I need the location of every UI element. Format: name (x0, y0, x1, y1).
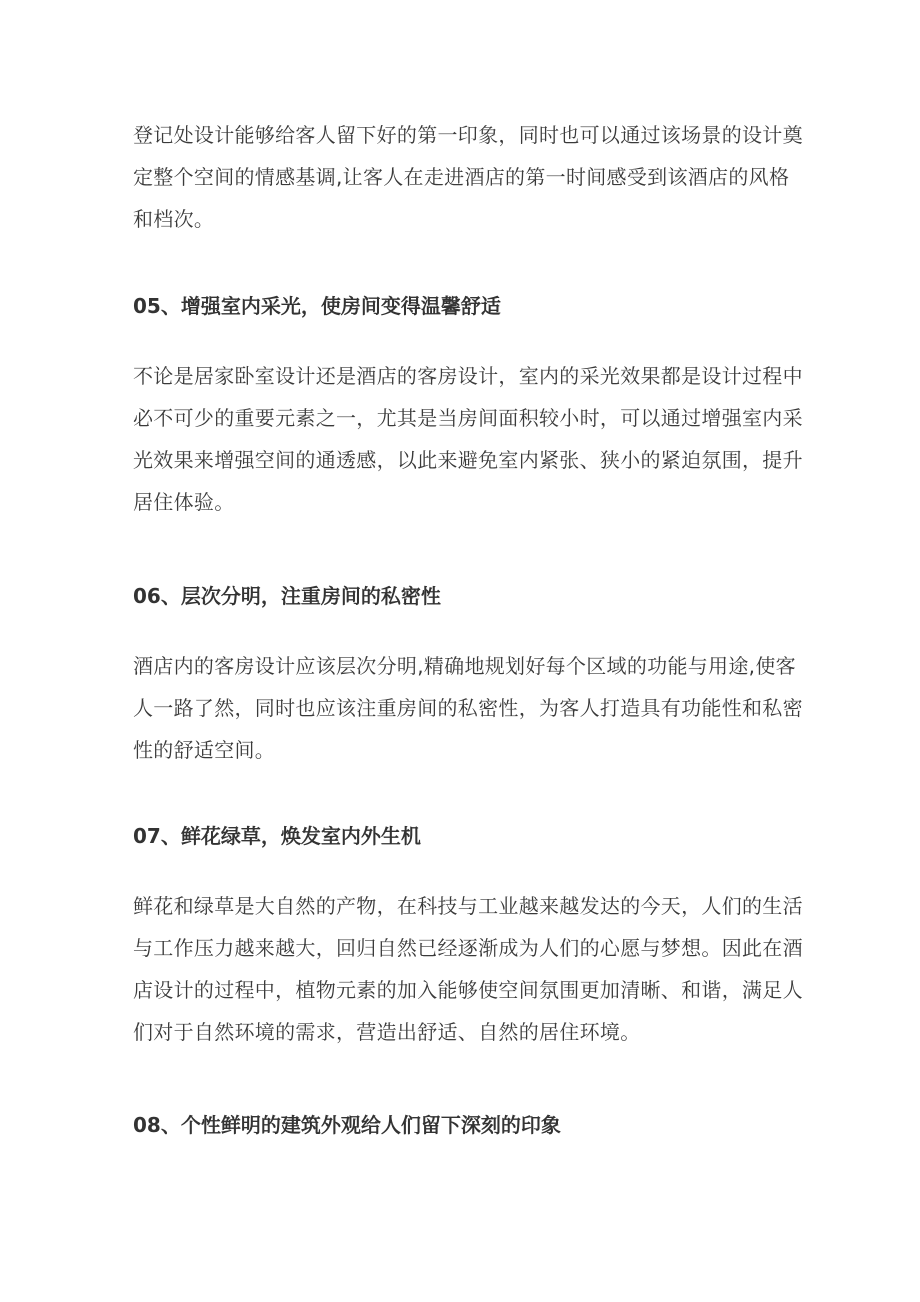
paragraph-line: 必不可少的重要元素之一，尤其是当房间面积较小时，可以通过增强室内采 (133, 406, 803, 430)
paragraph-line: 性的舒适空间。 (133, 738, 276, 762)
section-heading-05: 05、增强室内采光，使房间变得温馨舒适 (133, 294, 501, 318)
paragraph-line: 酒店内的客房设计应该层次分明,精确地规划好每个区域的功能与用途,使客 (133, 654, 796, 678)
paragraph-line: 们对于自然环境的需求，营造出舒适、自然的居住环境。 (133, 1020, 641, 1044)
paragraph-line: 人一路了然，同时也应该注重房间的私密性，为客人打造具有功能性和私密 (133, 696, 803, 720)
section-07-paragraph (133, 885, 803, 1053)
section-05-paragraph (133, 355, 803, 523)
paragraph-line: 登记处设计能够给客人留下好的第一印象，同时也可以通过该场景的设计奠 (133, 123, 803, 147)
section-heading-06: 06、层次分明，注重房间的私密性 (133, 584, 441, 608)
intro-paragraph (133, 114, 803, 240)
paragraph-line: 鲜花和绿草是大自然的产物，在科技与工业越来越发达的今天，人们的生活 (133, 894, 803, 918)
section-06-paragraph (133, 645, 803, 771)
section-heading-08: 08、个性鲜明的建筑外观给人们留下深刻的印象 (133, 1113, 561, 1137)
section-heading-07: 07、鲜花绿草，焕发室内外生机 (133, 824, 421, 848)
paragraph-line: 居住体验。 (133, 490, 235, 514)
paragraph-line: 定整个空间的情感基调,让客人在走进酒店的第一时间感受到该酒店的风格 (133, 165, 790, 189)
paragraph-line: 店设计的过程中，植物元素的加入能够使空间氛围更加清晰、和谐，满足人 (133, 978, 803, 1002)
paragraph-line: 和档次。 (133, 207, 215, 231)
paragraph-line: 光效果来增强空间的通透感，以此来避免室内紧张、狭小的紧迫氛围，提升 (133, 448, 803, 472)
paragraph-line: 不论是居家卧室设计还是酒店的客房设计，室内的采光效果都是设计过程中 (133, 364, 803, 388)
paragraph-line: 与工作压力越来越大，回归自然已经逐渐成为人们的心愿与梦想。因此在酒 (133, 936, 803, 960)
